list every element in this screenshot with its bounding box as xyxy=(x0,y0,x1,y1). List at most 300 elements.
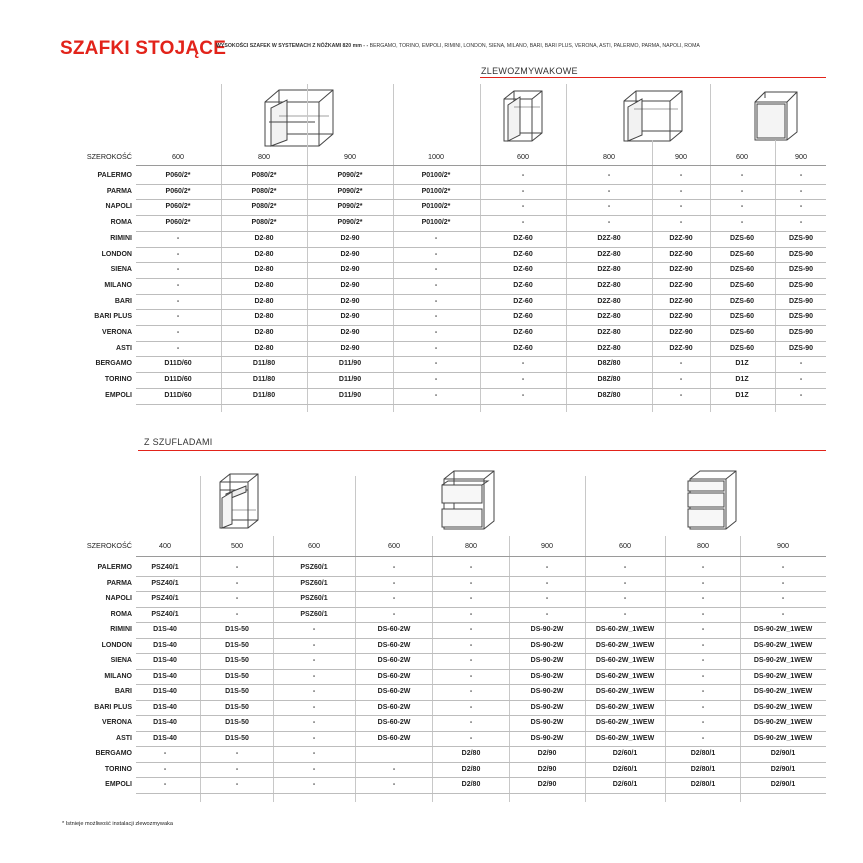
table-cell: - xyxy=(176,281,180,289)
table-cell: D2Z-90 xyxy=(669,313,693,321)
table-cell: D1S-50 xyxy=(225,734,249,742)
table-cell: DZS-90 xyxy=(788,297,814,305)
header-rule xyxy=(136,165,826,166)
table-cell: - xyxy=(235,595,239,602)
table-cell: D11/80 xyxy=(252,391,276,399)
row-label: BERGAMO xyxy=(95,360,132,368)
table-cell: D2-80 xyxy=(254,281,274,289)
table-cell: DS-90-2W_1WEW xyxy=(753,672,813,680)
drawer-section-label: Z SZUFLADAMI xyxy=(144,437,213,447)
header-rule xyxy=(136,556,826,557)
table-cell: DZS-60 xyxy=(729,266,755,274)
table-cell: DS-90-2W xyxy=(530,657,564,664)
row-label: ASTI xyxy=(116,734,132,742)
table-cell: - xyxy=(392,595,396,602)
table-cell: - xyxy=(799,172,803,179)
table-cell: P080/2* xyxy=(251,219,277,227)
table-cell: DS-90-2W xyxy=(530,626,564,633)
table-cell: D2-80 xyxy=(254,266,274,274)
row-divider xyxy=(136,356,826,357)
table-cell: - xyxy=(701,703,705,711)
row-label: PALERMO xyxy=(97,564,132,571)
table-cell: - xyxy=(740,172,744,179)
row-divider xyxy=(136,215,826,216)
row-divider xyxy=(136,684,826,685)
table-cell: D1S-50 xyxy=(225,672,249,680)
table-cell: D2-90 xyxy=(340,344,360,352)
row-divider xyxy=(136,638,826,639)
table-cell: D2-90 xyxy=(340,329,360,336)
table-cell: DS-90-2W xyxy=(530,719,564,726)
table-cell: D2Z-80 xyxy=(597,266,621,274)
row-divider xyxy=(136,247,826,248)
table-cell: - xyxy=(176,329,180,336)
width-header: 400 xyxy=(159,541,171,550)
table-cell: - xyxy=(679,219,683,227)
table-cell: - xyxy=(740,203,744,211)
double-door-cabinet-icon xyxy=(259,86,339,148)
table-cell: - xyxy=(701,657,705,664)
table-cell: D2Z-90 xyxy=(669,234,693,242)
table-cell: DZS-60 xyxy=(729,250,755,258)
table-cell: - xyxy=(235,610,239,618)
table-cell: - xyxy=(701,595,705,602)
row-divider xyxy=(136,591,826,592)
row-divider xyxy=(136,607,826,608)
table-cell: D1S-40 xyxy=(153,626,177,633)
width-header: 900 xyxy=(541,541,553,550)
table-cell: P090/2* xyxy=(337,172,363,179)
table-cell: - xyxy=(623,610,627,618)
row-label: EMPOLI xyxy=(105,781,132,788)
width-label: SZEROKOŚĆ xyxy=(86,152,132,161)
width-header: 500 xyxy=(231,541,243,550)
table-cell: D2-80 xyxy=(254,297,274,305)
table-cell: DS-60-2W xyxy=(377,703,411,711)
table-cell: - xyxy=(740,219,744,227)
table-cell: DZ-60 xyxy=(513,297,533,305)
table-cell: DS-60-2W_1WEW xyxy=(595,703,655,711)
table-cell: DS-60-2W_1WEW xyxy=(595,672,655,680)
table-cell: - xyxy=(521,391,525,399)
table-cell: - xyxy=(434,313,438,321)
table-cell: - xyxy=(781,610,785,618)
table-cell: - xyxy=(163,781,167,788)
table-cell: DS-90-2W xyxy=(530,641,564,649)
table-cell: - xyxy=(701,672,705,680)
table-cell: DS-60-2W xyxy=(377,672,411,680)
row-divider xyxy=(136,388,826,389)
width-header: 600 xyxy=(736,152,748,161)
table-cell: D1Z xyxy=(735,360,749,368)
table-cell: D2Z-90 xyxy=(669,329,693,336)
table-cell: P060/2* xyxy=(165,219,191,227)
row-divider xyxy=(136,199,826,200)
table-cell: - xyxy=(799,360,803,368)
page-title: SZAFKI STOJĄCE xyxy=(60,38,227,59)
table-cell: - xyxy=(163,750,167,757)
table-cell: D2-90 xyxy=(340,266,360,274)
table-cell: - xyxy=(679,203,683,211)
table-cell: D2-90 xyxy=(340,234,360,242)
width-header: 900 xyxy=(795,152,807,161)
table-cell: D11D/60 xyxy=(164,391,192,399)
two-drawer-cabinet-icon xyxy=(438,467,498,533)
table-cell: - xyxy=(521,187,525,195)
row-divider xyxy=(136,184,826,185)
table-cell: - xyxy=(434,266,438,274)
table-cell: - xyxy=(469,579,473,587)
table-cell: D1S-40 xyxy=(153,672,177,680)
subtitle-systems: BERGAMO, TORINO, EMPOLI, RIMINI, LONDON, SIENA, MILANO, BARI, BARI PLUS, VERONA, ASTI, PALERMO, PARMA, NAPOLI, ROMA xyxy=(368,43,700,49)
table-cell: D2/80/1 xyxy=(690,781,716,788)
table-cell: P060/2* xyxy=(165,203,191,211)
table-cell: - xyxy=(434,344,438,352)
table-cell: DZ-60 xyxy=(513,344,533,352)
table-cell: D11/90 xyxy=(338,391,362,399)
table-cell: P090/2* xyxy=(337,187,363,195)
table-cell: P080/2* xyxy=(251,203,277,211)
row-label: TORINO xyxy=(104,765,132,773)
row-divider xyxy=(136,746,826,747)
row-label: ASTI xyxy=(116,344,132,352)
table-cell: - xyxy=(469,641,473,649)
sink-cabinet-single-door-icon xyxy=(500,87,545,143)
table-cell: - xyxy=(469,564,473,571)
table-cell: - xyxy=(176,344,180,352)
table-cell: - xyxy=(701,688,705,695)
table-cell: D2Z-90 xyxy=(669,281,693,289)
table-cell: D2Z-90 xyxy=(669,250,693,258)
row-divider xyxy=(136,341,826,342)
table-cell: - xyxy=(312,641,316,649)
table-cell: P080/2* xyxy=(251,187,277,195)
row-divider xyxy=(136,715,826,716)
table-cell: - xyxy=(469,734,473,742)
table-cell: DS-60-2W xyxy=(377,719,411,726)
table-cell: P0100/2* xyxy=(421,219,451,227)
table-cell: DS-60-2W_1WEW xyxy=(595,734,655,742)
table-cell: D2-80 xyxy=(254,250,274,258)
table-cell: PSZ60/1 xyxy=(300,610,328,618)
width-header: 900 xyxy=(344,152,356,161)
table-cell: D2-80 xyxy=(254,234,274,242)
width-header: 600 xyxy=(172,152,184,161)
table-cell: DZS-60 xyxy=(729,344,755,352)
table-cell: DS-60-2W xyxy=(377,626,411,633)
table-cell: - xyxy=(545,564,549,571)
row-label: BARI xyxy=(114,688,132,695)
table-cell: DS-90-2W_1WEW xyxy=(753,657,813,664)
row-label: MILANO xyxy=(104,672,132,680)
table-cell: D2Z-80 xyxy=(597,281,621,289)
table-cell: D2-90 xyxy=(340,297,360,305)
table-cell: - xyxy=(469,688,473,695)
table-cell: - xyxy=(701,626,705,633)
table-cell: - xyxy=(799,187,803,195)
table-cell: P090/2* xyxy=(337,219,363,227)
table-cell: D8Z/80 xyxy=(597,391,621,399)
table-cell: D2/90 xyxy=(537,781,557,788)
row-label: SIENA xyxy=(110,266,132,274)
table-cell: DS-90-2W_1WEW xyxy=(753,688,813,695)
table-cell: DZ-60 xyxy=(513,281,533,289)
table-cell: D2Z-80 xyxy=(597,234,621,242)
table-cell: DS-90-2W_1WEW xyxy=(753,641,813,649)
row-label: BARI PLUS xyxy=(94,313,132,321)
table-cell: D2Z-80 xyxy=(597,250,621,258)
table-cell: D2/60/1 xyxy=(612,750,638,757)
table-cell: DS-60-2W_1WEW xyxy=(595,641,655,649)
table-cell: DS-60-2W_1WEW xyxy=(595,626,655,633)
table-cell: DZ-60 xyxy=(513,266,533,274)
table-cell: D2-90 xyxy=(340,281,360,289)
table-cell: - xyxy=(235,579,239,587)
width-header: 800 xyxy=(603,152,615,161)
table-cell: D2/90/1 xyxy=(770,750,796,757)
row-divider xyxy=(136,294,826,295)
row-label: VERONA xyxy=(102,329,132,336)
table-cell: - xyxy=(799,391,803,399)
table-cell: - xyxy=(469,703,473,711)
table-cell: - xyxy=(623,595,627,602)
row-divider xyxy=(136,262,826,263)
table-cell: - xyxy=(176,234,180,242)
table-cell: - xyxy=(312,672,316,680)
table-cell: - xyxy=(434,376,438,384)
table-cell: PSZ40/1 xyxy=(151,610,179,618)
table-cell: - xyxy=(799,203,803,211)
table-cell: - xyxy=(521,360,525,368)
table-cell: D2-90 xyxy=(340,313,360,321)
table-cell: PSZ40/1 xyxy=(151,579,179,587)
table-cell: - xyxy=(392,564,396,571)
table-cell: D1S-50 xyxy=(225,641,249,649)
table-cell: D2/80 xyxy=(461,781,481,788)
row-divider xyxy=(136,309,826,310)
table-cell: D1S-50 xyxy=(225,688,249,695)
table-cell: P060/2* xyxy=(165,172,191,179)
table-cell: D1S-40 xyxy=(153,657,177,664)
table-cell: P0100/2* xyxy=(421,187,451,195)
table-cell: - xyxy=(623,579,627,587)
table-cell: DZS-60 xyxy=(729,297,755,305)
row-divider xyxy=(136,700,826,701)
row-divider xyxy=(136,653,826,654)
table-cell: - xyxy=(312,688,316,695)
table-cell: - xyxy=(235,781,239,788)
table-cell: DS-90-2W xyxy=(530,703,564,711)
table-cell: - xyxy=(607,219,611,227)
table-cell: D11/90 xyxy=(338,376,362,384)
table-cell: DS-90-2W_1WEW xyxy=(753,626,813,633)
table-cell: - xyxy=(607,172,611,179)
row-label: MILANO xyxy=(104,281,132,289)
row-divider xyxy=(136,325,826,326)
table-cell: - xyxy=(235,765,239,773)
table-cell: D1S-40 xyxy=(153,703,177,711)
subtitle-bold: WYSOKOŚCI SZAFEK W SYSTEMACH Z NÓŻKAMI 820 mm - - xyxy=(216,43,369,49)
table-cell: D11/80 xyxy=(252,376,276,384)
row-divider xyxy=(136,576,826,577)
table-cell: D2Z-80 xyxy=(597,329,621,336)
table-cell: DS-60-2W xyxy=(377,641,411,649)
table-cell: - xyxy=(679,187,683,195)
footnote: * Istnieje możliwość instalacji zlewozmywaka xyxy=(62,821,173,827)
row-label: NAPOLI xyxy=(105,203,132,211)
table-cell: D2/90/1 xyxy=(770,765,796,773)
width-header: 800 xyxy=(258,152,270,161)
table-cell: DZS-90 xyxy=(788,329,814,336)
table-cell: - xyxy=(469,672,473,680)
width-header: 600 xyxy=(517,152,529,161)
table-cell: - xyxy=(781,564,785,571)
row-label: LONDON xyxy=(101,250,132,258)
row-divider xyxy=(136,762,826,763)
width-header: 1000 xyxy=(428,152,444,161)
table-cell: DS-90-2W_1WEW xyxy=(753,719,813,726)
row-label: BARI PLUS xyxy=(94,703,132,711)
table-cell: DZ-60 xyxy=(513,250,533,258)
width-header: 800 xyxy=(465,541,477,550)
table-cell: - xyxy=(701,719,705,726)
table-cell: DZ-60 xyxy=(513,329,533,336)
table-cell: D1S-40 xyxy=(153,719,177,726)
width-label: SZEROKOŚĆ xyxy=(86,541,132,550)
table-cell: D1S-50 xyxy=(225,703,249,711)
table-cell: - xyxy=(781,579,785,587)
table-cell: - xyxy=(701,579,705,587)
table-cell: - xyxy=(701,641,705,649)
table-cell: DZS-90 xyxy=(788,313,814,321)
table-cell: - xyxy=(392,610,396,618)
table-cell: D1S-50 xyxy=(225,719,249,726)
table-cell: D2Z-80 xyxy=(597,344,621,352)
table-cell: - xyxy=(176,266,180,274)
table-cell: DZS-90 xyxy=(788,234,814,242)
table-cell: - xyxy=(392,781,396,788)
table-cell: - xyxy=(701,610,705,618)
table-cell: DS-90-2W_1WEW xyxy=(753,734,813,742)
table-cell: D11D/60 xyxy=(164,360,192,368)
table-cell: - xyxy=(434,360,438,368)
width-header: 900 xyxy=(675,152,687,161)
sink-cabinet-double-door-icon xyxy=(620,87,685,143)
table-cell: - xyxy=(469,610,473,618)
width-header: 600 xyxy=(388,541,400,550)
table-cell: D2-80 xyxy=(254,344,274,352)
table-cell: - xyxy=(434,250,438,258)
table-cell: DS-90-2W_1WEW xyxy=(753,703,813,711)
table-cell: - xyxy=(799,376,803,384)
table-cell: DS-90-2W xyxy=(530,672,564,680)
row-label: LONDON xyxy=(101,641,132,649)
table-cell: - xyxy=(434,297,438,305)
table-cell: DS-90-2W xyxy=(530,734,564,742)
table-cell: DS-60-2W_1WEW xyxy=(595,719,655,726)
row-label: ROMA xyxy=(110,610,132,618)
sink-section-label: ZLEWOZMYWAKOWE xyxy=(481,66,578,76)
table-cell: D2/80 xyxy=(461,765,481,773)
table-cell: PSZ40/1 xyxy=(151,564,179,571)
table-cell: D2/90 xyxy=(537,765,557,773)
table-cell: - xyxy=(679,391,683,399)
row-divider xyxy=(136,278,826,279)
table-cell: DZS-60 xyxy=(729,281,755,289)
row-label: ROMA xyxy=(110,219,132,227)
table-cell: D11/80 xyxy=(252,360,276,368)
width-header: 600 xyxy=(308,541,320,550)
table-cell: - xyxy=(312,734,316,742)
table-cell: - xyxy=(623,564,627,571)
width-header: 800 xyxy=(697,541,709,550)
table-cell: D1Z xyxy=(735,376,749,384)
row-divider xyxy=(136,404,826,405)
width-header: 900 xyxy=(777,541,789,550)
table-cell: DS-60-2W xyxy=(377,688,411,695)
sink-cabinet-front-panel-icon xyxy=(751,88,801,143)
table-cell: - xyxy=(781,595,785,602)
table-cell: - xyxy=(607,187,611,195)
table-cell: - xyxy=(312,781,316,788)
table-cell: P080/2* xyxy=(251,172,277,179)
table-cell: - xyxy=(469,657,473,664)
row-divider xyxy=(136,231,826,232)
table-cell: - xyxy=(312,626,316,633)
table-cell: D1S-40 xyxy=(153,688,177,695)
table-cell: DZS-90 xyxy=(788,281,814,289)
row-label: EMPOLI xyxy=(105,391,132,399)
table-cell: DZS-60 xyxy=(729,313,755,321)
table-cell: DZ-60 xyxy=(513,234,533,242)
row-label: TORINO xyxy=(104,376,132,384)
three-drawer-cabinet-icon xyxy=(684,467,740,533)
row-label: BERGAMO xyxy=(95,750,132,757)
table-cell: D1S-40 xyxy=(153,641,177,649)
table-cell: DS-60-2W_1WEW xyxy=(595,657,655,664)
row-divider xyxy=(136,793,826,794)
table-cell: - xyxy=(521,376,525,384)
table-cell: D1S-50 xyxy=(225,657,249,664)
row-divider xyxy=(136,669,826,670)
single-drawer-cabinet-icon xyxy=(216,470,262,532)
row-divider xyxy=(136,731,826,732)
table-cell: PSZ60/1 xyxy=(300,579,328,587)
table-cell: D2/90 xyxy=(537,750,557,757)
table-cell: D11/90 xyxy=(338,360,362,368)
table-cell: PSZ40/1 xyxy=(151,595,179,602)
row-label: PALERMO xyxy=(97,172,132,179)
table-cell: - xyxy=(469,719,473,726)
row-label: VERONA xyxy=(102,719,132,726)
table-cell: - xyxy=(521,219,525,227)
table-cell: PSZ60/1 xyxy=(300,564,328,571)
table-cell: DS-60-2W xyxy=(377,657,411,664)
row-label: PARMA xyxy=(106,187,132,195)
table-cell: D2Z-90 xyxy=(669,297,693,305)
table-cell: D1S-40 xyxy=(153,734,177,742)
table-cell: PSZ60/1 xyxy=(300,595,328,602)
table-cell: - xyxy=(521,203,525,211)
table-cell: D2/60/1 xyxy=(612,765,638,773)
table-cell: - xyxy=(521,172,525,179)
table-cell: D2/60/1 xyxy=(612,781,638,788)
table-cell: - xyxy=(312,765,316,773)
table-cell: - xyxy=(679,172,683,179)
table-cell: - xyxy=(607,203,611,211)
table-cell: - xyxy=(469,595,473,602)
width-header: 600 xyxy=(619,541,631,550)
